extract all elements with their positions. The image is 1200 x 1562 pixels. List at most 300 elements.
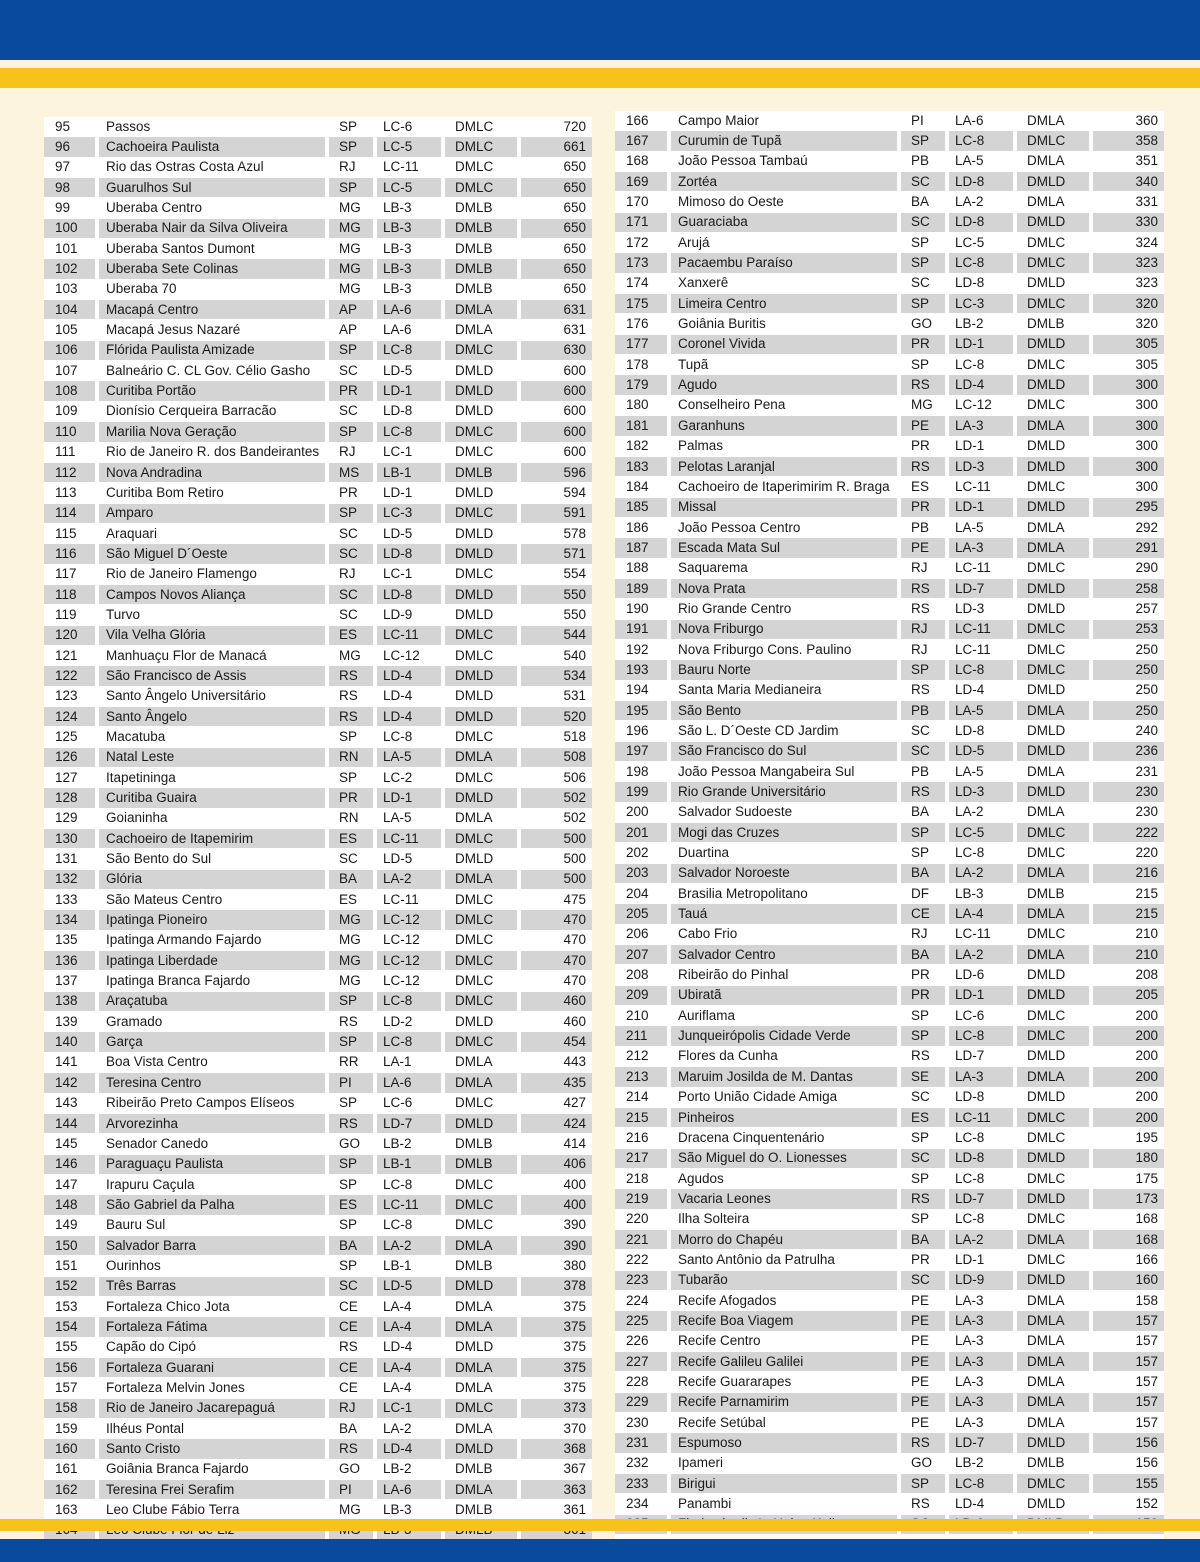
header-band [0,0,1200,60]
region-code: LC-8 [377,992,445,1012]
value: 554 [521,565,592,585]
club-name: Passos [99,117,329,137]
table-row [615,904,1164,924]
state-code: BA [901,192,949,212]
district-code: DMLC [445,1195,521,1215]
value: 406 [521,1155,592,1175]
state-code: RJ [329,1399,377,1419]
club-name: Goiânia Buritis [671,314,901,334]
state-code: PI [901,111,949,131]
club-name: Ribeirão Preto Campos Elíseos [99,1094,329,1114]
rank-number: 171 [615,213,671,233]
table-row [615,192,1164,212]
value: 650 [521,239,592,259]
value: 400 [521,1175,592,1195]
value: 230 [1093,782,1164,802]
region-code: LC-8 [377,1175,445,1195]
club-name: Araçatuba [99,992,329,1012]
district-code: DMLC [1017,396,1093,416]
table-row [615,742,1164,762]
club-name: Ipatinga Branca Fajardo [99,971,329,991]
rank-number: 132 [44,870,99,890]
value: 240 [1093,721,1164,741]
club-name: Coronel Vivida [671,335,901,355]
state-code: MG [329,239,377,259]
state-code: DF [901,884,949,904]
state-code: PB [901,762,949,782]
rank-number: 182 [615,437,671,457]
state-code: MG [329,931,377,951]
district-code: DMLD [1017,437,1093,457]
district-code: DMLD [1017,1149,1093,1169]
club-name: Garça [99,1032,329,1052]
table-row [44,992,592,1012]
region-code: LA-5 [949,518,1017,538]
region-code: LC-8 [949,843,1017,863]
table-row [44,178,592,198]
value: 340 [1093,172,1164,192]
state-code: RR [329,1053,377,1073]
rank-number: 130 [44,829,99,849]
region-code: LA-5 [377,809,445,829]
region-code: LA-5 [949,762,1017,782]
club-name: São Francisco de Assis [99,666,329,686]
rank-number: 210 [615,1006,671,1026]
district-code: DMLD [1017,1494,1093,1514]
table-row [44,1338,592,1358]
club-name: Turvo [99,605,329,625]
district-code: DMLA [1017,1352,1093,1372]
state-code: RJ [329,158,377,178]
table-row [44,1012,592,1032]
value: 540 [521,646,592,666]
table-row [615,498,1164,518]
table-row [615,538,1164,558]
table-row [615,375,1164,395]
state-code: SP [329,768,377,788]
value: 210 [1093,925,1164,945]
state-code: PE [901,416,949,436]
rank-number: 151 [44,1256,99,1276]
region-code: LD-6 [949,965,1017,985]
value: 200 [1093,1047,1164,1067]
table-row [615,1088,1164,1108]
rank-number: 200 [615,803,671,823]
value: 250 [1093,701,1164,721]
state-code: SC [901,1271,949,1291]
region-code: LD-8 [377,544,445,564]
value: 168 [1093,1230,1164,1250]
state-code: SP [329,1094,377,1114]
rank-number: 172 [615,233,671,253]
state-code: CE [901,904,949,924]
club-name: Ourinhos [99,1256,329,1276]
table-row [44,158,592,178]
rank-number: 163 [44,1500,99,1520]
district-code: DMLA [1017,803,1093,823]
table-row [615,294,1164,314]
district-code: DMLC [445,178,521,198]
table-row [44,971,592,991]
region-code: LB-2 [949,314,1017,334]
rank-number: 207 [615,945,671,965]
value: 220 [1093,843,1164,863]
value: 470 [521,931,592,951]
club-name: Porto União Cidade Amiga [671,1088,901,1108]
club-name: Recife Guararapes [671,1372,901,1392]
rank-number: 220 [615,1210,671,1230]
region-code: LC-6 [377,1094,445,1114]
rank-number: 114 [44,504,99,524]
club-name: Duartina [671,843,901,863]
club-name: Rio de Janeiro R. dos Bandeirantes [99,443,329,463]
district-code: DMLC [1017,823,1093,843]
table-row [615,823,1164,843]
value: 550 [521,585,592,605]
district-code: DMLB [445,1460,521,1480]
state-code: CE [329,1358,377,1378]
district-code: DMLC [445,1094,521,1114]
district-code: DMLC [445,117,521,137]
district-code: DMLA [1017,416,1093,436]
table-row [615,355,1164,375]
district-code: DMLC [1017,355,1093,375]
rank-number: 126 [44,748,99,768]
club-name: Agudo [671,375,901,395]
district-code: DMLD [445,361,521,381]
region-code: LD-1 [949,498,1017,518]
district-code: DMLD [1017,1433,1093,1453]
state-code: SP [901,253,949,273]
club-name: Campos Novos Aliança [99,585,329,605]
club-name: Uberaba Centro [99,198,329,218]
table-row [44,931,592,951]
state-code: GO [901,1454,949,1474]
club-name: Cachoeira Paulista [99,137,329,157]
district-code: DMLA [1017,192,1093,212]
table-row [44,1460,592,1480]
district-code: DMLC [445,137,521,157]
table-row [615,1433,1164,1453]
club-name: Ipatinga Pioneiro [99,910,329,930]
club-name: Recife Parnamirim [671,1393,901,1413]
rank-number: 173 [615,253,671,273]
value: 443 [521,1053,592,1073]
district-code: DMLA [445,300,521,320]
region-code: LA-4 [377,1297,445,1317]
table-row [615,396,1164,416]
rank-number: 146 [44,1155,99,1175]
state-code: GO [329,1460,377,1480]
region-code: LA-4 [377,1358,445,1378]
region-code: LC-8 [949,1474,1017,1494]
table-row [44,1073,592,1093]
rank-number: 159 [44,1419,99,1439]
rank-number: 145 [44,1134,99,1154]
rank-number: 99 [44,198,99,218]
value: 594 [521,483,592,503]
club-name: Salvador Noroeste [671,864,901,884]
club-name: Recife Galileu Galilei [671,1352,901,1372]
rank-number: 212 [615,1047,671,1067]
region-code: LC-1 [377,1399,445,1419]
region-code: LD-5 [949,742,1017,762]
table-row [615,416,1164,436]
value: 427 [521,1094,592,1114]
club-name: Pelotas Laranjal [671,457,901,477]
state-code: RS [901,782,949,802]
district-code: DMLC [1017,1250,1093,1270]
table-row [44,1378,592,1398]
rank-number: 98 [44,178,99,198]
table-row [615,457,1164,477]
club-name: Flórida Paulista Amizade [99,341,329,361]
rank-number: 198 [615,762,671,782]
table-row [615,131,1164,151]
table-row [44,483,592,503]
state-code: RN [329,748,377,768]
table-row [615,925,1164,945]
state-code: PE [901,1352,949,1372]
club-name: Santo Cristo [99,1439,329,1459]
state-code: MS [329,463,377,483]
value: 324 [1093,233,1164,253]
club-name: Gramado [99,1012,329,1032]
rank-number: 121 [44,646,99,666]
state-code: PR [901,986,949,1006]
region-code: LC-3 [949,294,1017,314]
rank-number: 180 [615,396,671,416]
rank-number: 197 [615,742,671,762]
state-code: PB [901,518,949,538]
club-name: Glória [99,870,329,890]
value: 253 [1093,620,1164,640]
district-code: DMLA [1017,945,1093,965]
club-name: São Miguel D´Oeste [99,544,329,564]
rank-number: 143 [44,1094,99,1114]
table-row [615,1067,1164,1087]
rank-number: 139 [44,1012,99,1032]
club-name: Arvorezinha [99,1114,329,1134]
district-code: DMLA [445,870,521,890]
state-code: PE [901,1291,949,1311]
district-code: DMLB [445,1256,521,1276]
rank-number: 211 [615,1026,671,1046]
club-name: Três Barras [99,1277,329,1297]
value: 168 [1093,1210,1164,1230]
rank-number: 108 [44,381,99,401]
table-row [44,117,592,137]
rank-number: 100 [44,219,99,239]
rank-number: 168 [615,152,671,172]
value: 414 [521,1134,592,1154]
rank-number: 140 [44,1032,99,1052]
value: 520 [521,707,592,727]
club-name: Bauru Sul [99,1216,329,1236]
region-code: LD-1 [377,381,445,401]
rank-number: 113 [44,483,99,503]
value: 390 [521,1236,592,1256]
table-row [44,381,592,401]
club-name: Uberaba 70 [99,280,329,300]
district-code: DMLD [445,585,521,605]
ranking-table-left [44,117,592,1561]
club-name: Capão do Cipó [99,1338,329,1358]
region-code: LC-11 [377,829,445,849]
state-code: RJ [901,925,949,945]
table-row [615,152,1164,172]
rank-number: 119 [44,605,99,625]
rank-number: 222 [615,1250,671,1270]
table-row [615,1494,1164,1514]
district-code: DMLA [1017,1230,1093,1250]
region-code: LD-4 [949,1494,1017,1514]
district-code: DMLD [445,1012,521,1032]
district-code: DMLA [445,1419,521,1439]
value: 160 [1093,1271,1164,1291]
rank-number: 230 [615,1413,671,1433]
district-code: DMLC [1017,1026,1093,1046]
state-code: SC [329,402,377,422]
value: 216 [1093,864,1164,884]
table-row [615,1006,1164,1026]
rank-number: 129 [44,809,99,829]
district-code: DMLC [1017,1128,1093,1148]
table-row [44,198,592,218]
district-code: DMLD [445,788,521,808]
rank-number: 152 [44,1277,99,1297]
district-code: DMLA [445,1317,521,1337]
district-code: DMLC [445,565,521,585]
district-code: DMLD [1017,782,1093,802]
value: 544 [521,626,592,646]
table-row [615,213,1164,233]
state-code: PR [329,381,377,401]
state-code: MG [329,646,377,666]
state-code: ES [329,1195,377,1215]
club-name: Tauá [671,904,901,924]
district-code: DMLD [1017,375,1093,395]
table-row [44,1439,592,1459]
rank-number: 202 [615,843,671,863]
state-code: RS [901,1189,949,1209]
rank-number: 105 [44,320,99,340]
value: 600 [521,443,592,463]
value: 370 [521,1419,592,1439]
value: 175 [1093,1169,1164,1189]
district-code: DMLD [445,1114,521,1134]
region-code: LD-1 [949,1250,1017,1270]
rank-number: 219 [615,1189,671,1209]
table-row [615,1108,1164,1128]
rank-number: 232 [615,1454,671,1474]
club-name: Curitiba Bom Retiro [99,483,329,503]
region-code: LA-4 [949,904,1017,924]
rank-number: 110 [44,422,99,442]
district-code: DMLA [1017,1291,1093,1311]
club-name: Irapuru Caçula [99,1175,329,1195]
club-name: Santo Antônio da Patrulha [671,1250,901,1270]
region-code: LC-2 [377,768,445,788]
value: 152 [1093,1494,1164,1514]
value: 200 [1093,1108,1164,1128]
region-code: LD-8 [949,721,1017,741]
district-code: DMLC [445,992,521,1012]
district-code: DMLD [1017,986,1093,1006]
table-row [44,422,592,442]
club-name: Espumoso [671,1433,901,1453]
district-code: DMLD [1017,1271,1093,1291]
table-row [615,1026,1164,1046]
region-code: LA-3 [949,1311,1017,1331]
club-name: Santo Ângelo [99,707,329,727]
value: 258 [1093,579,1164,599]
value: 600 [521,422,592,442]
rank-number: 184 [615,477,671,497]
value: 292 [1093,518,1164,538]
table-row [44,1358,592,1378]
club-name: Natal Leste [99,748,329,768]
club-name: Marilia Nova Geração [99,422,329,442]
rank-number: 127 [44,768,99,788]
table-row [44,687,592,707]
region-code: LD-7 [949,1047,1017,1067]
district-code: DMLB [445,1134,521,1154]
table-row [615,965,1164,985]
district-code: DMLC [445,1216,521,1236]
club-name: São L. D´Oeste CD Jardim [671,721,901,741]
rank-number: 217 [615,1149,671,1169]
club-name: Tubarão [671,1271,901,1291]
rank-number: 215 [615,1108,671,1128]
district-code: DMLA [445,1236,521,1256]
district-code: DMLC [1017,620,1093,640]
state-code: GO [329,1134,377,1154]
club-name: Ipatinga Liberdade [99,951,329,971]
value: 156 [1093,1433,1164,1453]
club-name: Rio Grande Universitário [671,782,901,802]
table-row [44,1480,592,1500]
rank-number: 201 [615,823,671,843]
club-name: Panambi [671,1494,901,1514]
club-name: São Gabriel da Palha [99,1195,329,1215]
district-code: DMLA [1017,1332,1093,1352]
region-code: LA-2 [949,192,1017,212]
value: 305 [1093,355,1164,375]
table-row [44,1256,592,1276]
region-code: LC-8 [377,422,445,442]
district-code: DMLD [1017,335,1093,355]
rank-number: 95 [44,117,99,137]
state-code: SP [329,727,377,747]
table-row [44,239,592,259]
table-row [615,233,1164,253]
region-code: LA-1 [377,1053,445,1073]
value: 305 [1093,335,1164,355]
region-code: LC-12 [377,951,445,971]
region-code: LC-8 [377,727,445,747]
district-code: DMLA [1017,538,1093,558]
state-code: PR [901,1250,949,1270]
rank-number: 106 [44,341,99,361]
state-code: RS [901,1047,949,1067]
club-name: Uberaba Nair da Silva Oliveira [99,219,329,239]
rank-number: 96 [44,137,99,157]
state-code: ES [329,829,377,849]
state-code: SC [329,849,377,869]
state-code: PR [901,437,949,457]
district-code: DMLC [1017,843,1093,863]
